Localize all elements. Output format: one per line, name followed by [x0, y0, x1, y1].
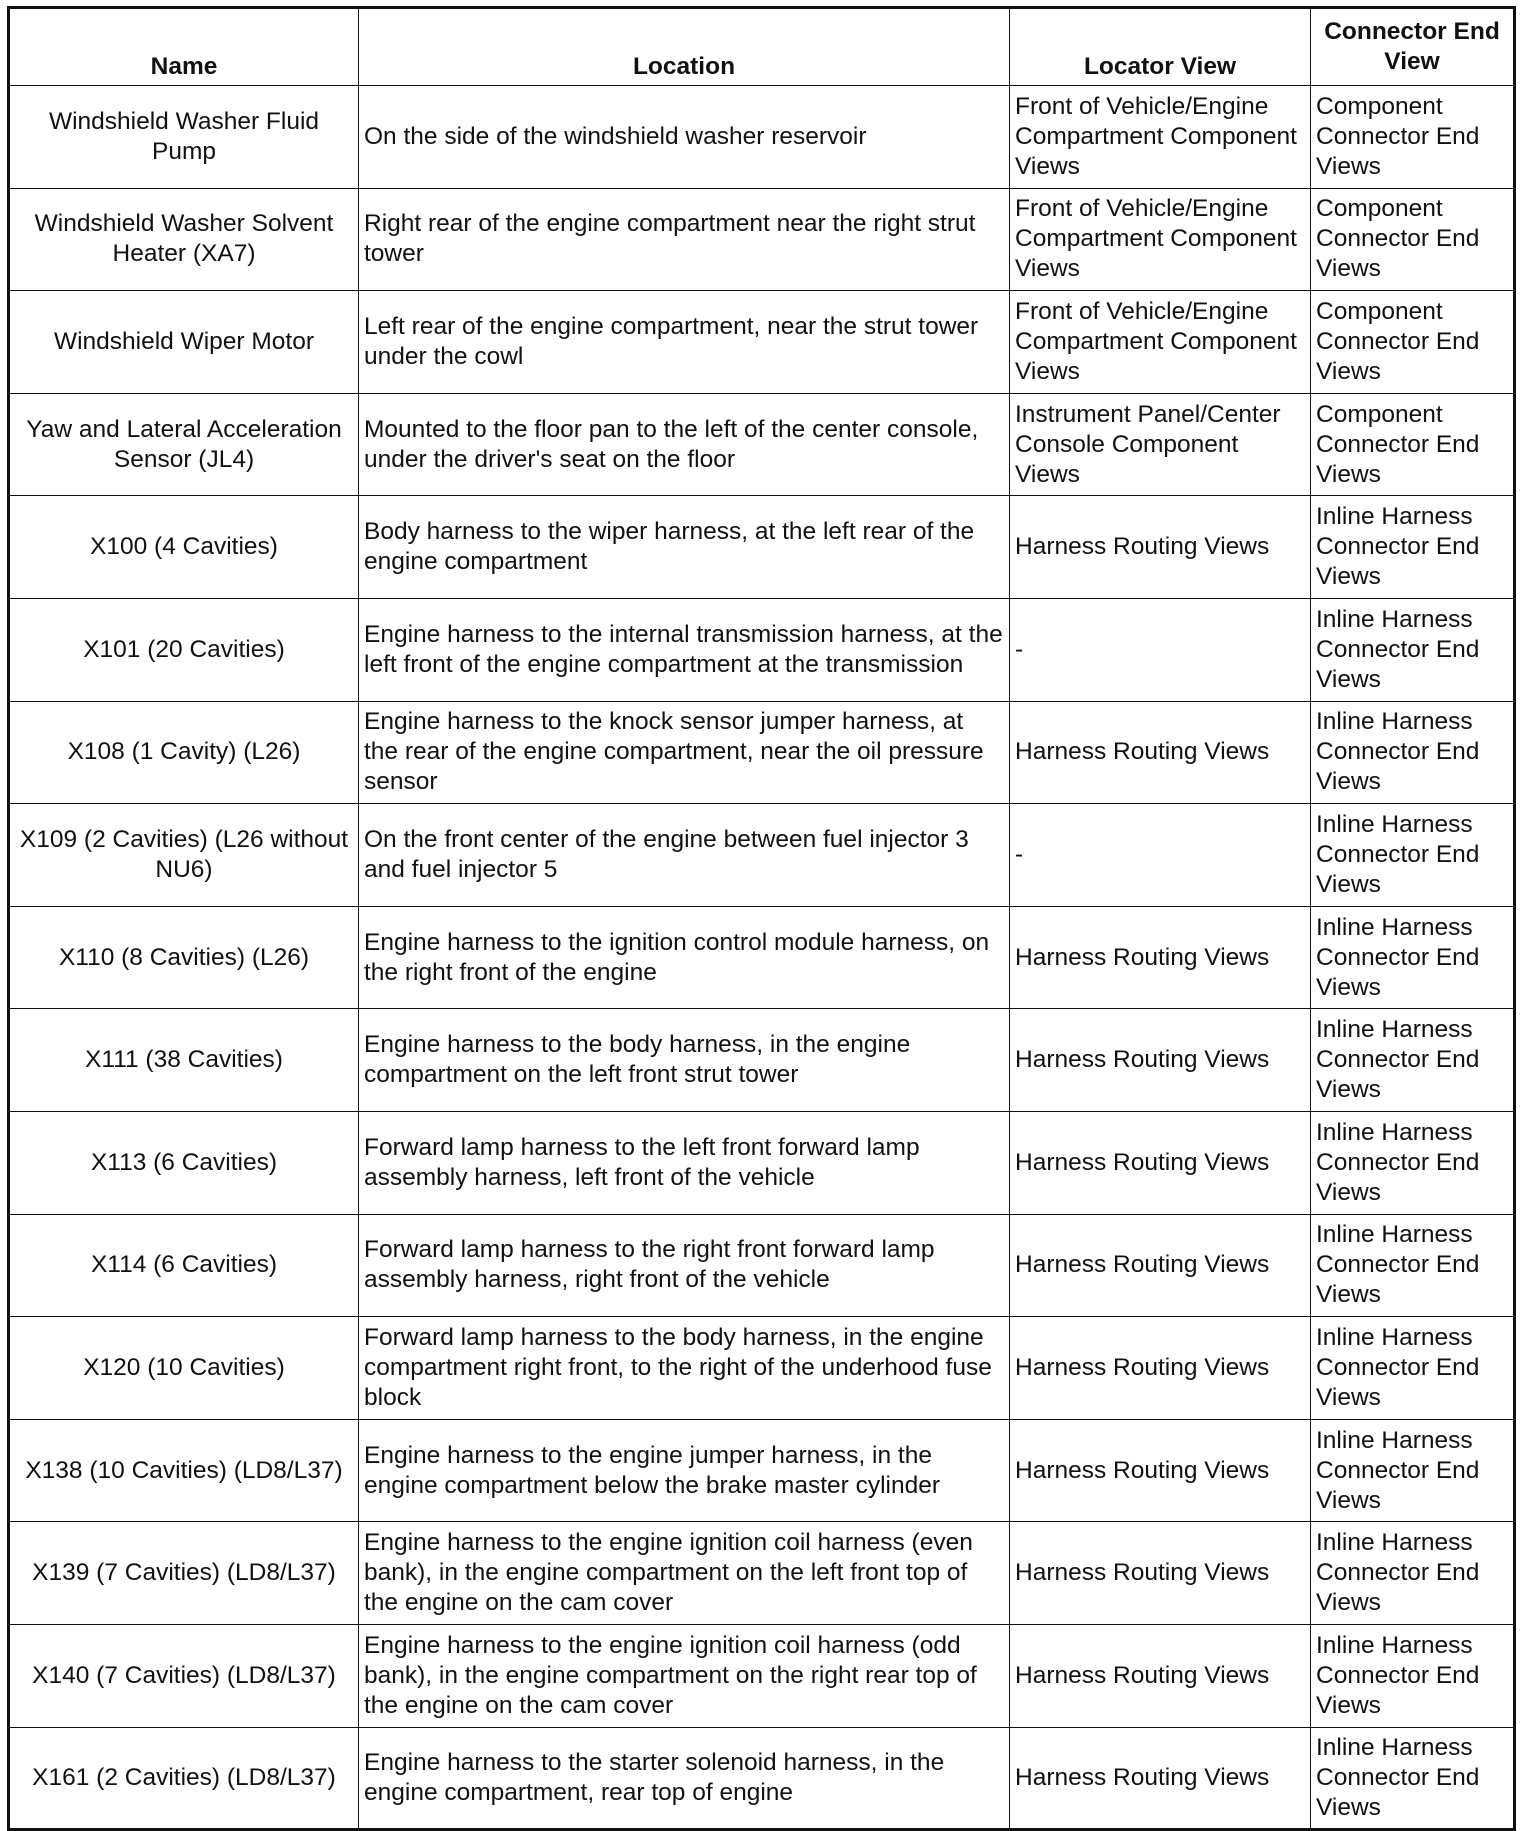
cell-locator-view: Harness Routing Views [1010, 1727, 1311, 1830]
cell-location: Engine harness to the engine jumper harness, in the engine compartment below the brake master cylinder [359, 1419, 1010, 1522]
cell-connector-end-view: Inline Harness Connector End Views [1311, 1317, 1515, 1420]
cell-name: X111 (38 Cavities) [9, 1009, 359, 1112]
cell-connector-end-view: Inline Harness Connector End Views [1311, 804, 1515, 907]
cell-connector-end-view: Component Connector End Views [1311, 188, 1515, 291]
cell-connector-end-view: Inline Harness Connector End Views [1311, 1214, 1515, 1317]
cell-connector-end-view: Inline Harness Connector End Views [1311, 496, 1515, 599]
cell-locator-view: Harness Routing Views [1010, 1317, 1311, 1420]
cell-name: X109 (2 Cavities) (L26 without NU6) [9, 804, 359, 907]
cell-connector-end-view: Component Connector End Views [1311, 393, 1515, 496]
cell-location: Right rear of the engine compartment near the right strut tower [359, 188, 1010, 291]
cell-location: Mounted to the floor pan to the left of the center console, under the driver's seat on the floor [359, 393, 1010, 496]
cell-connector-end-view: Inline Harness Connector End Views [1311, 1009, 1515, 1112]
cell-location: Body harness to the wiper harness, at the left rear of the engine compartment [359, 496, 1010, 599]
column-header-locator-view: Locator View [1010, 8, 1311, 86]
table-row [9, 598, 1515, 701]
table-row [9, 1317, 1515, 1420]
table-row [9, 1522, 1515, 1625]
table-row [9, 1009, 1515, 1112]
column-header-name: Name [9, 8, 359, 86]
cell-name: X161 (2 Cavities) (LD8/L37) [9, 1727, 359, 1830]
cell-locator-view: Instrument Panel/Center Console Component Views [1010, 393, 1311, 496]
cell-name: Windshield Washer Solvent Heater (XA7) [9, 188, 359, 291]
cell-location: Engine harness to the engine ignition coil harness (even bank), in the engine compartment on the left front top of the engine on the cam cover [359, 1522, 1010, 1625]
cell-location: Forward lamp harness to the left front forward lamp assembly harness, left front of the vehicle [359, 1111, 1010, 1214]
cell-locator-view: Front of Vehicle/Engine Compartment Component Views [1010, 86, 1311, 189]
cell-location: On the side of the windshield washer reservoir [359, 86, 1010, 189]
table-row [9, 393, 1515, 496]
cell-connector-end-view: Inline Harness Connector End Views [1311, 1624, 1515, 1727]
cell-location: Forward lamp harness to the body harness, in the engine compartment right front, to the right of the underhood fuse block [359, 1317, 1010, 1420]
cell-connector-end-view: Component Connector End Views [1311, 86, 1515, 189]
cell-locator-view: Harness Routing Views [1010, 701, 1311, 804]
table-row [9, 1727, 1515, 1830]
cell-location: Forward lamp harness to the right front forward lamp assembly harness, right front of the vehicle [359, 1214, 1010, 1317]
cell-name: Windshield Washer Fluid Pump [9, 86, 359, 189]
cell-name: X113 (6 Cavities) [9, 1111, 359, 1214]
cell-location: Engine harness to the internal transmission harness, at the left front of the engine compartment at the transmission [359, 598, 1010, 701]
table-row [9, 1624, 1515, 1727]
cell-location: Engine harness to the body harness, in the engine compartment on the left front strut tower [359, 1009, 1010, 1112]
table-row [9, 1214, 1515, 1317]
cell-locator-view: Harness Routing Views [1010, 1111, 1311, 1214]
table-row [9, 701, 1515, 804]
cell-name: X101 (20 Cavities) [9, 598, 359, 701]
cell-connector-end-view: Inline Harness Connector End Views [1311, 1522, 1515, 1625]
cell-connector-end-view: Inline Harness Connector End Views [1311, 906, 1515, 1009]
cell-locator-view: Harness Routing Views [1010, 496, 1311, 599]
table-row [9, 1111, 1515, 1214]
cell-locator-view: Harness Routing Views [1010, 1214, 1311, 1317]
header-row [9, 8, 1515, 86]
cell-name: Yaw and Lateral Acceleration Sensor (JL4) [9, 393, 359, 496]
table-row [9, 291, 1515, 394]
table-body [9, 86, 1515, 1830]
cell-locator-view: - [1010, 598, 1311, 701]
column-header-location: Location [359, 8, 1010, 86]
cell-name: X120 (10 Cavities) [9, 1317, 359, 1420]
table-row [9, 1419, 1515, 1522]
cell-connector-end-view: Inline Harness Connector End Views [1311, 598, 1515, 701]
column-header-connector-end-view: Connector End View [1311, 8, 1515, 86]
cell-locator-view: Harness Routing Views [1010, 1624, 1311, 1727]
cell-location: Left rear of the engine compartment, near the strut tower under the cowl [359, 291, 1010, 394]
cell-locator-view: Front of Vehicle/Engine Compartment Component Views [1010, 291, 1311, 394]
cell-name: X110 (8 Cavities) (L26) [9, 906, 359, 1009]
cell-connector-end-view: Inline Harness Connector End Views [1311, 701, 1515, 804]
cell-locator-view: - [1010, 804, 1311, 907]
cell-locator-view: Harness Routing Views [1010, 1419, 1311, 1522]
cell-connector-end-view: Inline Harness Connector End Views [1311, 1419, 1515, 1522]
cell-name: Windshield Wiper Motor [9, 291, 359, 394]
cell-name: X100 (4 Cavities) [9, 496, 359, 599]
cell-location: Engine harness to the ignition control module harness, on the right front of the engine [359, 906, 1010, 1009]
table-row [9, 906, 1515, 1009]
cell-location: On the front center of the engine between fuel injector 3 and fuel injector 5 [359, 804, 1010, 907]
document-sheet [7, 6, 1513, 1831]
cell-locator-view: Harness Routing Views [1010, 906, 1311, 1009]
table-row [9, 804, 1515, 907]
cell-connector-end-view: Inline Harness Connector End Views [1311, 1111, 1515, 1214]
connector-locations-table [7, 6, 1516, 1831]
cell-name: X139 (7 Cavities) (LD8/L37) [9, 1522, 359, 1625]
table-header [9, 8, 1515, 86]
cell-location: Engine harness to the knock sensor jumper harness, at the rear of the engine compartment, near the oil pressure sensor [359, 701, 1010, 804]
cell-name: X114 (6 Cavities) [9, 1214, 359, 1317]
cell-location: Engine harness to the starter solenoid harness, in the engine compartment, rear top of engine [359, 1727, 1010, 1830]
table-row [9, 188, 1515, 291]
cell-name: X140 (7 Cavities) (LD8/L37) [9, 1624, 359, 1727]
cell-name: X108 (1 Cavity) (L26) [9, 701, 359, 804]
cell-connector-end-view: Component Connector End Views [1311, 291, 1515, 394]
cell-locator-view: Harness Routing Views [1010, 1009, 1311, 1112]
table-row [9, 496, 1515, 599]
cell-locator-view: Harness Routing Views [1010, 1522, 1311, 1625]
cell-connector-end-view: Inline Harness Connector End Views [1311, 1727, 1515, 1830]
table-row [9, 86, 1515, 189]
cell-location: Engine harness to the engine ignition coil harness (odd bank), in the engine compartment on the right rear top of the engine on the cam cover [359, 1624, 1010, 1727]
cell-locator-view: Front of Vehicle/Engine Compartment Component Views [1010, 188, 1311, 291]
cell-name: X138 (10 Cavities) (LD8/L37) [9, 1419, 359, 1522]
